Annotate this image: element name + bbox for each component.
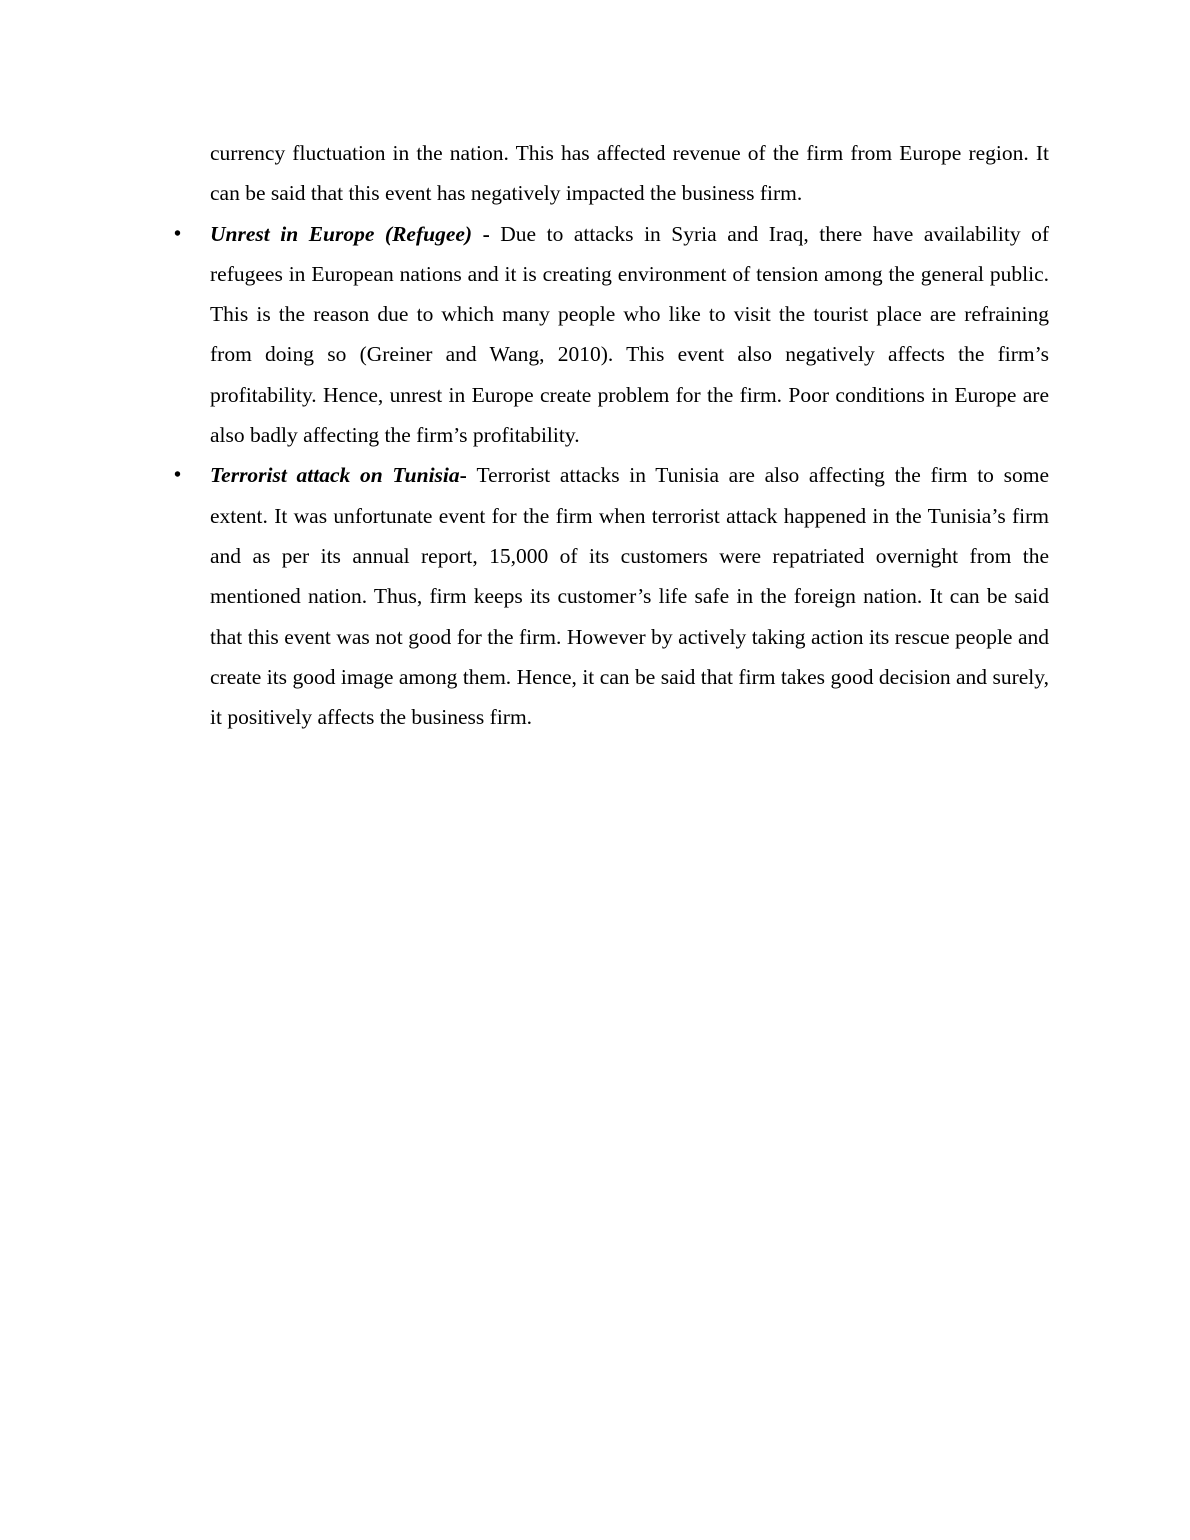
bullet-body-text: Due to attacks in Syria and Iraq, there have availability of refugees in European nations and it is creating environment of tension among the general public. This is the reason due to which many people who like to visit the tourist place are refraining from doing so (Greiner and Wang, 2010). This event also negatively affects the firm’s profitability. Hence, unrest in Europe create problem for the firm. Poor conditions in Europe are also badly affecting the firm’s profitability.: [210, 221, 1049, 448]
document-body: [174, 133, 1049, 737]
continuation-paragraph: currency fluctuation in the nation. This has affected revenue of the firm from Europe region. It can be said that this event has negatively impacted the business firm.: [210, 141, 1049, 206]
bullet-item-terrorist-attack-tunisia: [174, 455, 1049, 737]
bullet-lead-heading: Terrorist attack on Tunisia: [210, 463, 460, 488]
bullet-marker: •: [174, 464, 182, 487]
bullet-item-unrest-in-europe: [174, 214, 1049, 456]
bullet-separator: -: [472, 221, 501, 246]
bullet-marker: •: [174, 222, 182, 245]
bullet-body-text: Terrorist attacks in Tunisia are also affecting the firm to some extent. It was unfortunate event for the firm when terrorist attack happened in the Tunisia’s firm and as per its annual report, 15,000 of its customers were repatriated overnight from the mentioned nation. Thus, firm keeps its customer’s life safe in the foreign nation. It can be said that this event was not good for the firm. However by actively taking action its rescue people and create its good image among them. Hence, it can be said that firm takes good decision and surely, it positively affects the business firm.: [210, 463, 1049, 730]
bullet-separator: -: [459, 463, 477, 488]
bullet-lead-heading: Unrest in Europe (Refugee): [210, 221, 473, 246]
